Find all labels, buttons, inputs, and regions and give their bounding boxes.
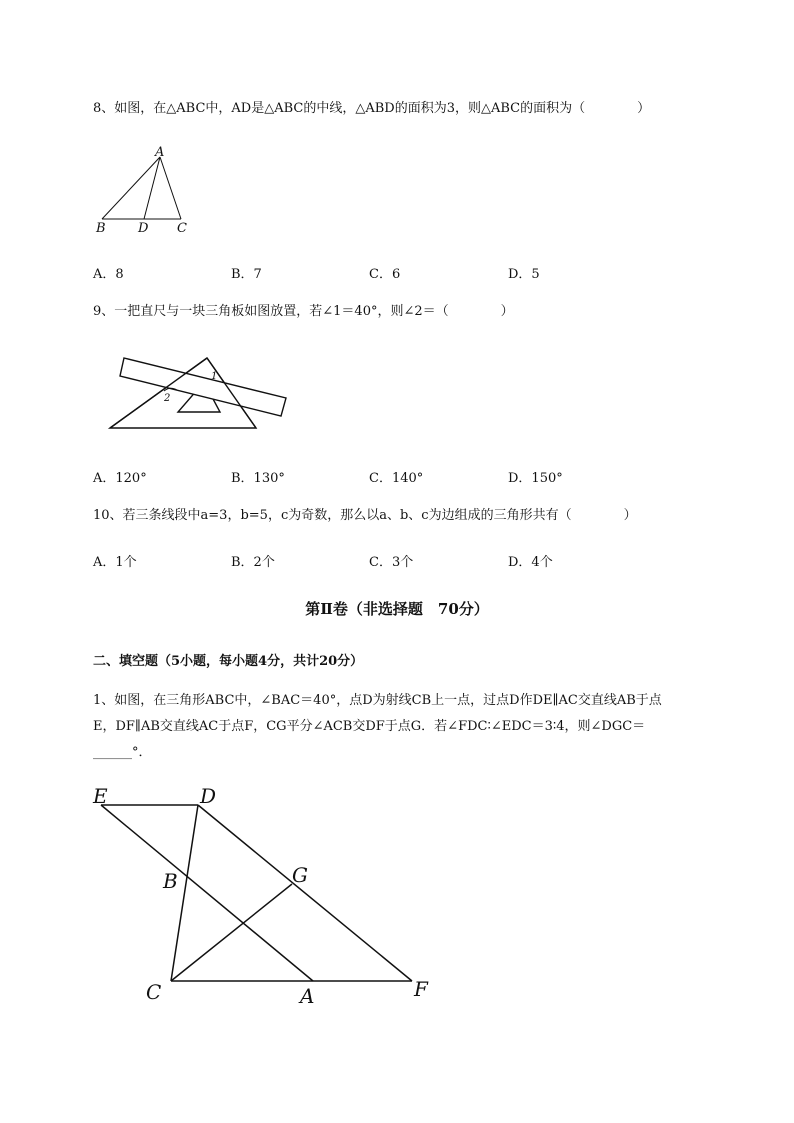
q10-option-c: C．3个 — [369, 555, 414, 570]
fill1-label-e: E — [93, 784, 108, 808]
fill1-line2: E，DF∥AB交直线AC于点F，CG平分∠ACB交DF于点G．若∠FDC∶∠EDC＝3∶4，则∠DGC＝ — [93, 719, 646, 734]
q9-option-a: A．120° — [93, 471, 147, 486]
q10-option-d: D．4个 — [508, 555, 553, 570]
q8-label-d: D — [138, 221, 149, 236]
fill1-seg-dc — [171, 805, 198, 981]
q8-option-c: C．6 — [369, 267, 401, 282]
q9-label-2: 2 — [164, 393, 171, 404]
part2-title: 第Ⅱ卷（非选择题 70分） — [305, 600, 489, 618]
fill1-label-g: G — [292, 863, 308, 887]
fill1-label-a: A — [300, 984, 315, 1008]
q8-label-c: C — [177, 221, 187, 236]
q9-option-d: D．150° — [508, 471, 563, 486]
fill1-seg-df — [198, 805, 412, 981]
q9-text: 9、一把直尺与一块三角板如图放置，若∠1＝40°，则∠2＝（ ） — [93, 304, 514, 319]
q9-option-b: B．130° — [231, 471, 285, 486]
fill1-label-c: C — [146, 980, 162, 1004]
q8-option-d: D．5 — [508, 267, 540, 282]
q8-option-b: B．7 — [231, 267, 262, 282]
q8-option-a: A．8 — [93, 267, 124, 282]
fill1-label-b: B — [163, 869, 178, 893]
q10-option-a: A．1个 — [93, 555, 137, 570]
q10-text: 10、若三条线段中a=3，b=5，c为奇数，那么以a、b、c为边组成的三角形共有（ ） — [93, 508, 637, 523]
q9-label-1: 1 — [211, 371, 218, 382]
q8-text: 8、如图，在△ABC中，AD是△ABC的中线，△ABD的面积为3，则△ABC的面积为（ ） — [93, 101, 651, 116]
q8-label-b: B — [96, 221, 106, 236]
fill1-line1: 1、如图，在三角形ABC中，∠BAC＝40°，点D为射线CB上一点，过点D作DE∥AC交直线AB于点 — [93, 693, 662, 708]
fill1-seg-cg — [171, 884, 292, 981]
section-heading: 二、填空题（5小题，每小题4分，共计20分） — [93, 654, 364, 669]
q10-option-b: B．2个 — [231, 555, 275, 570]
fill1-label-f: F — [414, 977, 428, 1001]
fill1-label-d: D — [200, 784, 217, 808]
q8-label-a: A — [155, 145, 165, 160]
fill1-line3: ______°． — [93, 745, 152, 760]
q9-option-c: C．140° — [369, 471, 424, 486]
